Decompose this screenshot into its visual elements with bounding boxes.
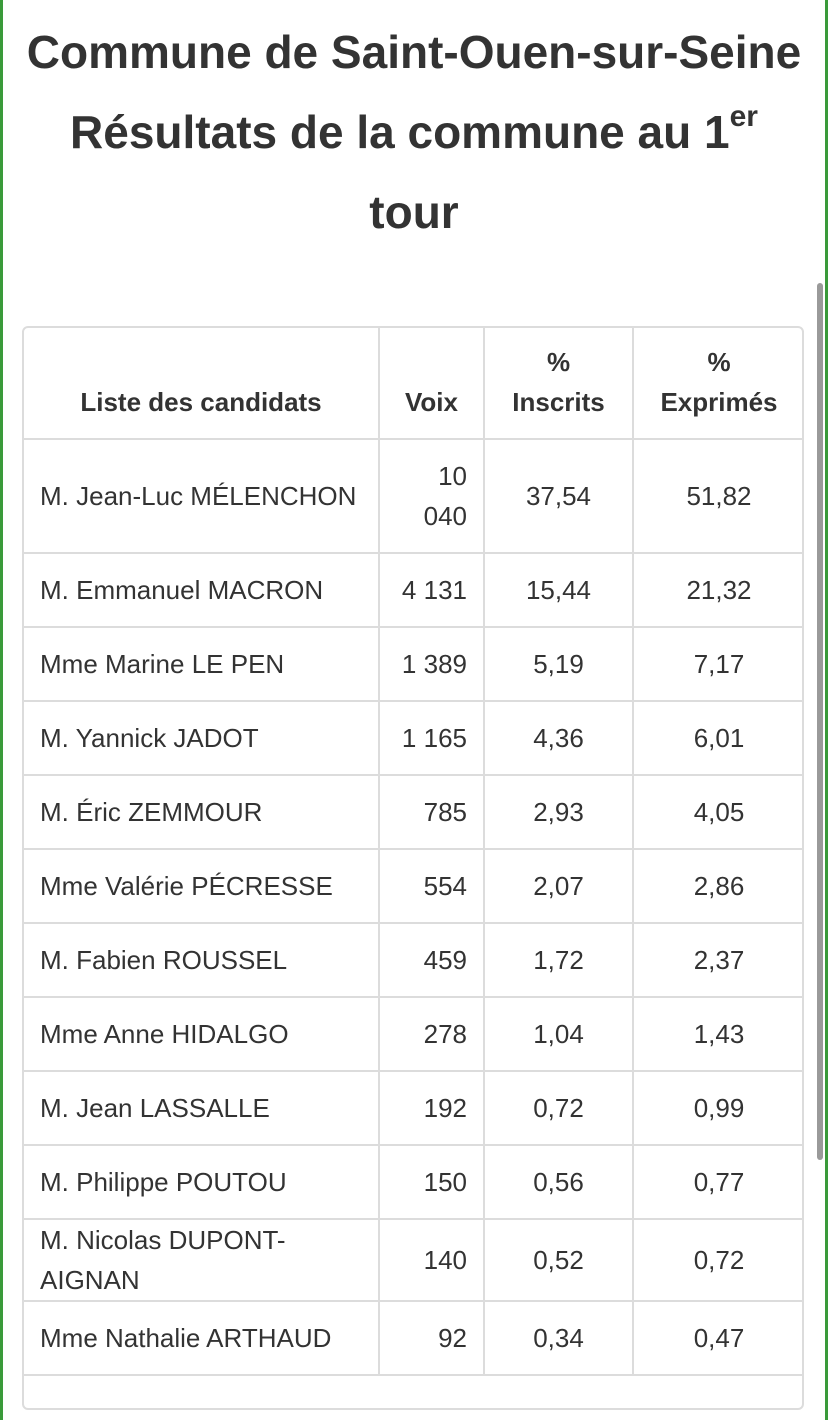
pct-inscrits-cell: 0,52 [484,1219,633,1301]
pct-inscrits-cell: 5,19 [484,627,633,701]
candidate-name: M. Éric ZEMMOUR [23,775,379,849]
pct-exprimes-cell: 2,37 [633,923,804,997]
votes-cell: 92 [379,1301,484,1375]
pct-inscrits-cell: 37,54 [484,439,633,553]
header-inscrits: % Inscrits [484,327,633,439]
pct-exprimes-cell: 51,82 [633,439,804,553]
pct-inscrits-cell: 0,34 [484,1301,633,1375]
table-row [23,1219,804,1301]
votes-cell: 1 165 [379,701,484,775]
candidate-name: Mme Nathalie ARTHAUD [23,1301,379,1375]
table-row [23,849,804,923]
pct-exprimes-cell: 0,47 [633,1301,804,1375]
pct-inscrits-cell: 4,36 [484,701,633,775]
table-row [23,627,804,701]
results-table [22,326,804,1376]
page-title [12,12,816,252]
candidate-name: M. Jean-Luc MÉLENCHON [23,439,379,553]
pct-inscrits-cell: 2,07 [484,849,633,923]
pct-exprimes-cell: 2,86 [633,849,804,923]
pct-inscrits-cell: 1,04 [484,997,633,1071]
pct-inscrits-cell: 0,56 [484,1145,633,1219]
candidate-name: M. Philippe POUTOU [23,1145,379,1219]
title-results: Résultats de la commune au 1 [70,106,730,158]
votes-cell: 1 389 [379,627,484,701]
pct-exprimes-cell: 6,01 [633,701,804,775]
votes-cell: 554 [379,849,484,923]
candidate-name: Mme Valérie PÉCRESSE [23,849,379,923]
table-row [23,775,804,849]
pct-inscrits-cell: 1,72 [484,923,633,997]
table-row [23,1145,804,1219]
pct-inscrits-cell: 2,93 [484,775,633,849]
votes-cell: 140 [379,1219,484,1301]
table-row [23,1301,804,1375]
votes-cell: 4 131 [379,553,484,627]
pct-exprimes-cell: 21,32 [633,553,804,627]
title-superscript: er [729,100,758,133]
candidate-name: M. Yannick JADOT [23,701,379,775]
pct-exprimes-cell: 0,99 [633,1071,804,1145]
pct-exprimes-cell: 0,72 [633,1219,804,1301]
table-row [23,1071,804,1145]
candidate-name: Mme Marine LE PEN [23,627,379,701]
table-row [23,923,804,997]
votes-cell: 785 [379,775,484,849]
pct-exprimes-cell: 7,17 [633,627,804,701]
header-voix: Voix [379,327,484,439]
vertical-scrollbar[interactable] [817,283,823,1160]
votes-cell: 150 [379,1145,484,1219]
table-row [23,439,804,553]
table-header-row [23,327,804,439]
header-candidats: Liste des candidats [23,327,379,439]
votes-cell: 278 [379,997,484,1071]
candidate-name: M. Fabien ROUSSEL [23,923,379,997]
candidate-name: M. Emmanuel MACRON [23,553,379,627]
candidate-name: Mme Anne HIDALGO [23,997,379,1071]
candidate-name: M. Nicolas DUPONT-AIGNAN [23,1219,379,1301]
votes-cell: 459 [379,923,484,997]
pct-inscrits-cell: 15,44 [484,553,633,627]
votes-cell: 10 040 [379,439,484,553]
results-table-container [22,326,804,1410]
table-row [23,553,804,627]
frame-border-left [0,0,3,1420]
pct-exprimes-cell: 4,05 [633,775,804,849]
pct-inscrits-cell: 0,72 [484,1071,633,1145]
pct-exprimes-cell: 0,77 [633,1145,804,1219]
title-commune: Commune de Saint-Ouen-sur-Seine [26,26,802,78]
candidate-name: M. Jean LASSALLE [23,1071,379,1145]
table-row [23,997,804,1071]
votes-cell: 192 [379,1071,484,1145]
table-row [23,701,804,775]
pct-exprimes-cell: 1,43 [633,997,804,1071]
title-tour: tour [369,186,459,238]
header-exprimes: % Exprimés [633,327,804,439]
